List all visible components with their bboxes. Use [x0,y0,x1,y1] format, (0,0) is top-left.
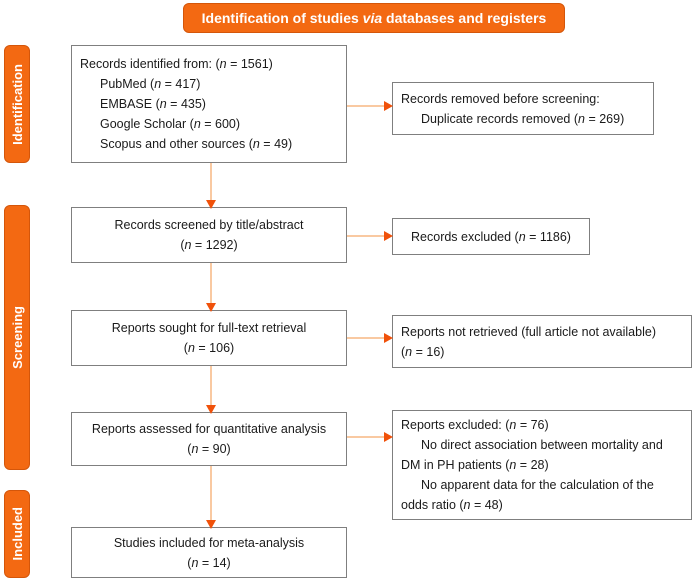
arrow-down-screened-to-sought [210,263,212,310]
box-line: Reports sought for full-text retrieval [111,321,307,335]
main-box-records-identified [71,45,347,163]
box-line: Reports not retrieved (full article not available) [401,324,656,339]
arrow-down-identified-to-screened [210,163,212,207]
box-line: Studies included for meta-analysis [113,535,305,550]
stage-label-identification [4,45,30,163]
box-line: Records excluded (n = 1186) [411,229,571,244]
arrow-down-assessed-to-included [210,466,212,527]
box-line: PubMed (n = 417) [100,77,201,91]
arrow-right-to-reports-not-retrieved [347,337,391,339]
box-line: Records removed before screening: [401,91,600,106]
side-box-records-excluded [392,218,590,255]
box-line: EMBASE (n = 435) [100,97,206,111]
flow-title: Identification of studies via databases and registers [201,10,547,26]
box-line: (n = 1292) [180,238,238,252]
main-box-reports-assessed [71,412,347,466]
arrow-right-to-records-excluded [347,235,391,237]
stage-label-text: Included [9,507,25,561]
side-box-reports-excluded-reasons [392,410,692,520]
main-box-reports-sought [71,310,347,366]
stage-label-included [4,490,30,578]
box-line: No direct association between mortality and DM in PH patients (n = 28) [401,438,663,472]
box-line: (n = 16) [401,344,445,359]
side-box-reports-not-retrieved [392,315,692,368]
flow-title-banner [183,3,565,33]
box-line: (n = 106) [183,341,235,355]
box-line: No apparent data for the calculation of the odds ratio (n = 48) [401,478,654,512]
box-line: Records identified from: (n = 1561) [80,57,273,71]
main-box-records-screened [71,207,347,263]
box-line: Reports assessed for quantitative analysis [91,422,327,436]
box-line: Records screened by title/abstract [114,218,304,232]
box-line: (n = 90) [187,442,231,456]
arrow-down-sought-to-assessed [210,366,212,412]
stage-label-text: Screening [9,306,25,369]
stage-label-text: Identification [9,63,25,145]
box-line: Google Scholar (n = 600) [100,117,241,131]
arrow-right-to-records-removed [347,105,391,107]
box-line: (n = 14) [187,555,231,570]
main-box-studies-included [71,527,347,578]
box-line: Duplicate records removed (n = 269) [421,111,625,126]
stage-label-screening [4,205,30,470]
box-line: Scopus and other sources (n = 49) [100,137,293,151]
side-box-records-removed [392,82,654,135]
arrow-right-to-reports-excluded [347,436,391,438]
box-line: Reports excluded: (n = 76) [401,418,549,432]
